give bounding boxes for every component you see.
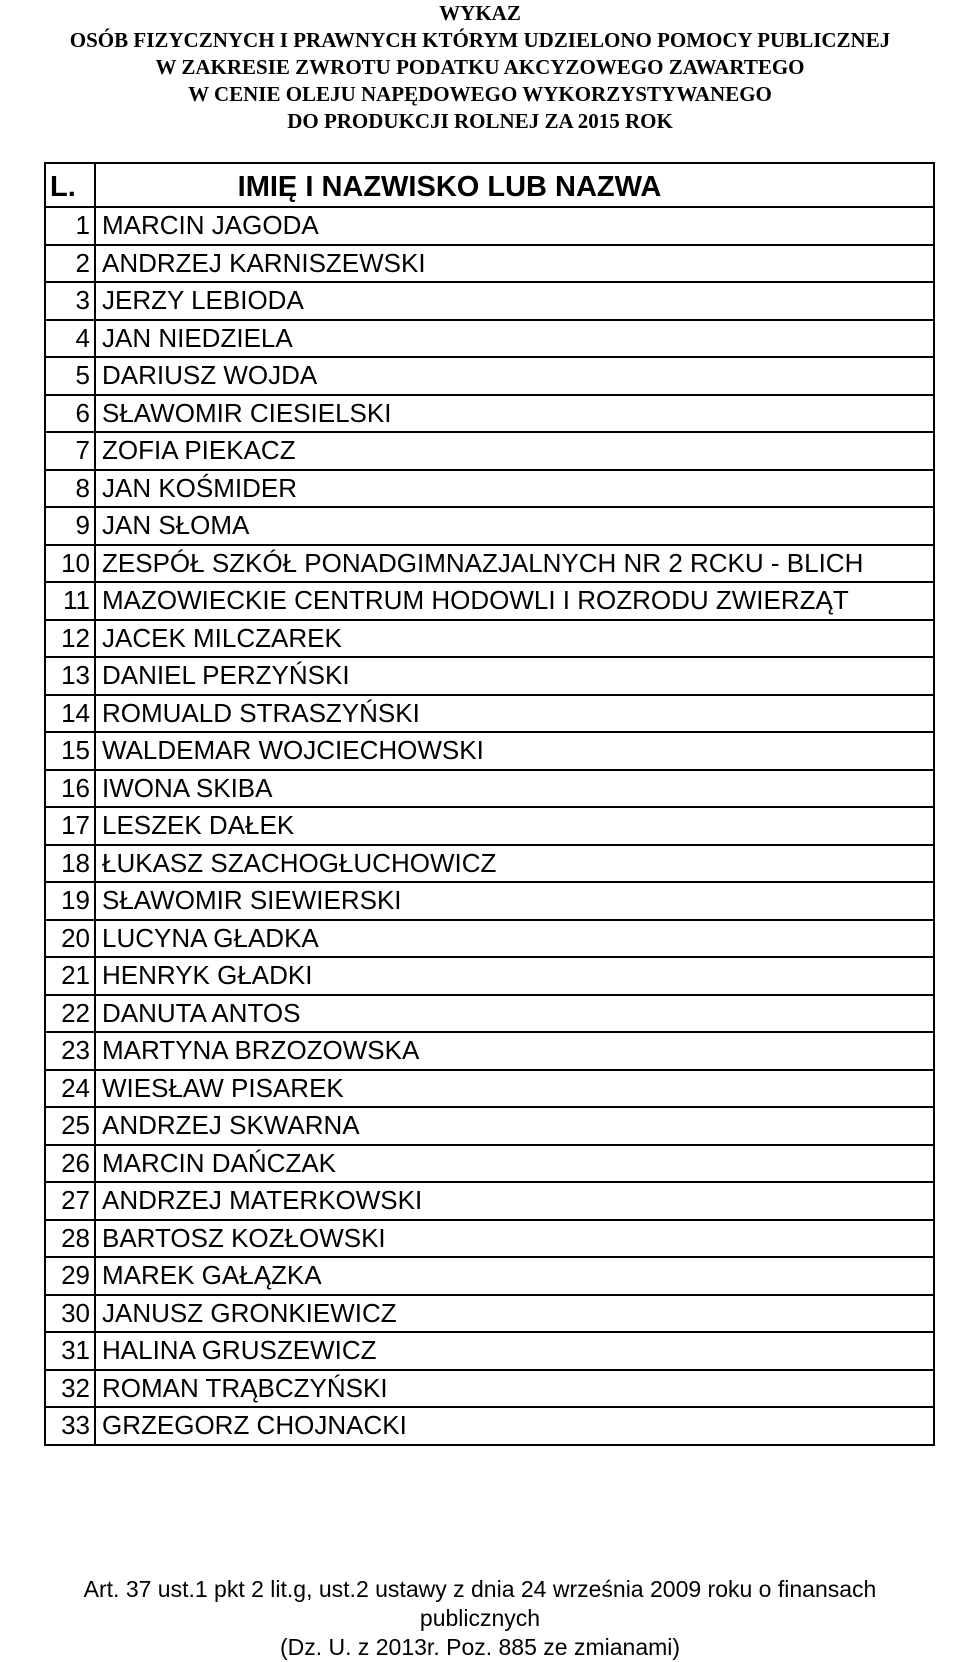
table-row [45,245,934,283]
table-row [45,920,934,958]
row-name-cell: DARIUSZ WOJDA [95,357,934,395]
row-name-cell: ZESPÓŁ SZKÓŁ PONADGIMNAZJALNYCH NR 2 RCKU - BLICH [95,545,934,583]
row-number-cell: 17 [45,807,95,845]
table-row [45,1220,934,1258]
row-name-cell: WALDEMAR WOJCIECHOWSKI [95,732,934,770]
row-name-cell: LESZEK DAŁEK [95,807,934,845]
row-number-cell: 6 [45,395,95,433]
table-row [45,807,934,845]
row-name-cell: ROMUALD STRASZYŃSKI [95,695,934,733]
table-row [45,1332,934,1370]
column-header-number: L. [45,163,95,207]
table-row [45,995,934,1033]
table-body [45,207,934,1445]
table-header-row [45,163,934,207]
table-row [45,1032,934,1070]
row-name-cell: JAN KOŚMIDER [95,470,934,508]
table-row [45,357,934,395]
row-number-cell: 18 [45,845,95,883]
table-row [45,1145,934,1183]
row-name-cell: HENRYK GŁADKI [95,957,934,995]
row-name-cell: MAREK GAŁĄZKA [95,1257,934,1295]
row-name-cell: JACEK MILCZAREK [95,620,934,658]
row-number-cell: 28 [45,1220,95,1258]
table-row [45,470,934,508]
row-number-cell: 1 [45,207,95,245]
row-name-cell: DANIEL PERZYŃSKI [95,657,934,695]
table-row [45,770,934,808]
row-number-cell: 24 [45,1070,95,1108]
heading-line-4: W CENIE OLEJU NAPĘDOWEGO WYKORZYSTYWANEGO [188,82,772,106]
row-name-cell: BARTOSZ KOZŁOWSKI [95,1220,934,1258]
row-name-cell: WIESŁAW PISAREK [95,1070,934,1108]
row-number-cell: 10 [45,545,95,583]
row-name-cell: JAN NIEDZIELA [95,320,934,358]
row-name-cell: GRZEGORZ CHOJNACKI [95,1407,934,1445]
row-name-cell: MARTYNA BRZOZOWSKA [95,1032,934,1070]
row-name-cell: ANDRZEJ MATERKOWSKI [95,1182,934,1220]
footnote-line-2: publicznych [419,1605,541,1631]
footnote-line-3: (Dz. U. z 2013r. Poz. 885 ze zmianami) [279,1634,681,1660]
row-number-cell: 7 [45,432,95,470]
row-name-cell: ROMAN TRĄBCZYŃSKI [95,1370,934,1408]
row-number-cell: 31 [45,1332,95,1370]
row-number-cell: 25 [45,1107,95,1145]
row-name-cell: IWONA SKIBA [95,770,934,808]
row-number-cell: 33 [45,1407,95,1445]
row-name-cell: LUCYNA GŁADKA [95,920,934,958]
table-row [45,1257,934,1295]
row-number-cell: 8 [45,470,95,508]
table-row [45,545,934,583]
row-number-cell: 15 [45,732,95,770]
table-row [45,582,934,620]
row-number-cell: 26 [45,1145,95,1183]
table-row [45,1407,934,1445]
row-name-cell: HALINA GRUSZEWICZ [95,1332,934,1370]
table-row [45,845,934,883]
row-number-cell: 2 [45,245,95,283]
table-row [45,320,934,358]
table-row [45,1107,934,1145]
heading-line-1: WYKAZ [439,1,521,25]
row-number-cell: 27 [45,1182,95,1220]
table-row [45,1370,934,1408]
table-row [45,395,934,433]
table-row [45,207,934,245]
heading-line-3: W ZAKRESIE ZWROTU PODATKU AKCYZOWEGO ZAWARTEGO [155,55,805,79]
table-row [45,507,934,545]
row-name-cell: MARCIN DAŃCZAK [95,1145,934,1183]
row-number-cell: 16 [45,770,95,808]
table-row [45,282,934,320]
row-name-cell: SŁAWOMIR SIEWIERSKI [95,882,934,920]
row-number-cell: 30 [45,1295,95,1333]
table-row [45,957,934,995]
table-row [45,1070,934,1108]
row-name-cell: ZOFIA PIEKACZ [95,432,934,470]
beneficiaries-table-container [44,162,933,1446]
row-name-cell: JANUSZ GRONKIEWICZ [95,1295,934,1333]
row-number-cell: 20 [45,920,95,958]
table-row [45,732,934,770]
legal-footnote [0,1575,960,1662]
footnote-line-1: Art. 37 ust.1 pkt 2 lit.g, ust.2 ustawy z dnia 24 września 2009 roku o finansach [83,1576,877,1602]
row-number-cell: 21 [45,957,95,995]
row-number-cell: 23 [45,1032,95,1070]
row-number-cell: 32 [45,1370,95,1408]
row-name-cell: ANDRZEJ SKWARNA [95,1107,934,1145]
table-row [45,432,934,470]
row-name-cell: JERZY LEBIODA [95,282,934,320]
row-number-cell: 19 [45,882,95,920]
row-name-cell: MAZOWIECKIE CENTRUM HODOWLI I ROZRODU ZWIERZĄT [95,582,934,620]
row-name-cell: MARCIN JAGODA [95,207,934,245]
row-number-cell: 3 [45,282,95,320]
row-number-cell: 12 [45,620,95,658]
row-name-cell: DANUTA ANTOS [95,995,934,1033]
row-name-cell: ŁUKASZ SZACHOGŁUCHOWICZ [95,845,934,883]
table-row [45,1295,934,1333]
row-number-cell: 11 [45,582,95,620]
row-number-cell: 22 [45,995,95,1033]
row-number-cell: 4 [45,320,95,358]
document-heading [0,0,960,135]
row-number-cell: 29 [45,1257,95,1295]
table-row [45,695,934,733]
row-number-cell: 14 [45,695,95,733]
heading-line-5: DO PRODUKCJI ROLNEJ ZA 2015 ROK [287,109,673,133]
beneficiaries-table [44,162,935,1446]
column-header-name: IMIĘ I NAZWISKO LUB NAZWA [95,163,934,207]
row-name-cell: JAN SŁOMA [95,507,934,545]
row-number-cell: 13 [45,657,95,695]
row-number-cell: 5 [45,357,95,395]
table-row [45,657,934,695]
heading-line-2: OSÓB FIZYCZNYCH I PRAWNYCH KTÓRYM UDZIELONO POMOCY PUBLICZNEJ [69,28,891,52]
row-name-cell: SŁAWOMIR CIESIELSKI [95,395,934,433]
table-row [45,620,934,658]
table-row [45,1182,934,1220]
row-number-cell: 9 [45,507,95,545]
table-row [45,882,934,920]
row-name-cell: ANDRZEJ KARNISZEWSKI [95,245,934,283]
